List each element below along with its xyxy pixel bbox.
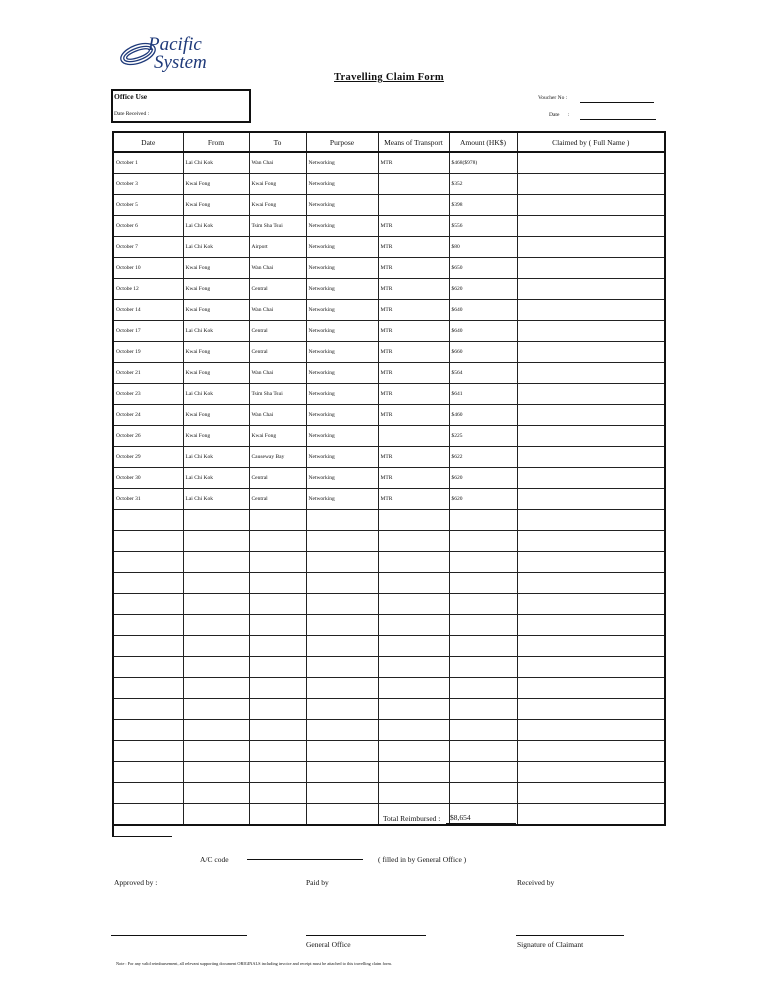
cell-claimed-by[interactable] <box>517 783 665 804</box>
cell-purpose[interactable] <box>306 699 378 720</box>
paid-by-label: Paid by <box>306 878 329 887</box>
cell-date[interactable] <box>113 657 183 678</box>
cell-transport[interactable]: MTR <box>378 152 449 174</box>
cell-to[interactable]: Central <box>249 279 306 300</box>
cell-to[interactable] <box>249 741 306 762</box>
cell-to[interactable] <box>249 657 306 678</box>
cell-purpose[interactable] <box>306 573 378 594</box>
cell-purpose[interactable] <box>306 762 378 783</box>
cell-transport[interactable]: MTR <box>378 216 449 237</box>
cell-amount[interactable] <box>449 657 517 678</box>
cell-transport[interactable] <box>378 699 449 720</box>
cell-to[interactable]: Central <box>249 489 306 510</box>
cell-from[interactable] <box>183 594 249 615</box>
table-row <box>113 552 665 573</box>
ac-code-note: ( filled in by General Office ) <box>378 855 467 864</box>
table-row <box>113 489 665 510</box>
cell-purpose[interactable] <box>306 720 378 741</box>
cell-to[interactable] <box>249 573 306 594</box>
cell-claimed-by[interactable] <box>517 510 665 531</box>
cell-from[interactable]: Kwai Fong <box>183 300 249 321</box>
cell-date[interactable]: October 3 <box>113 174 183 195</box>
cell-to[interactable]: Central <box>249 321 306 342</box>
cell-claimed-by[interactable] <box>517 279 665 300</box>
table-row <box>113 363 665 384</box>
cell-to[interactable]: Wan Chai <box>249 363 306 384</box>
cell-date[interactable]: October 1 <box>113 152 183 174</box>
cell-claimed-by[interactable] <box>517 531 665 552</box>
cell-to[interactable]: Central <box>249 342 306 363</box>
cell-date[interactable] <box>113 636 183 657</box>
cell-date[interactable] <box>113 678 183 699</box>
cell-amount[interactable] <box>449 720 517 741</box>
table-row <box>113 279 665 300</box>
cell-claimed-by[interactable] <box>517 720 665 741</box>
cell-transport[interactable] <box>378 783 449 804</box>
cell-date[interactable]: October 24 <box>113 405 183 426</box>
table-row <box>113 384 665 405</box>
cell-transport[interactable]: MTR <box>378 447 449 468</box>
cell-from[interactable]: Lai Chi Kok <box>183 489 249 510</box>
general-office-label: General Office <box>306 940 351 949</box>
cell-amount[interactable]: $620 <box>449 279 517 300</box>
cell-from[interactable] <box>183 657 249 678</box>
cell-transport[interactable] <box>378 195 449 216</box>
cell-transport[interactable] <box>378 594 449 615</box>
cell-amount[interactable]: $352 <box>449 174 517 195</box>
cell-purpose[interactable]: Networking <box>306 447 378 468</box>
cell-claimed-by[interactable] <box>517 342 665 363</box>
cell-date[interactable] <box>113 699 183 720</box>
table-row <box>113 741 665 762</box>
cell-date[interactable]: October 31 <box>113 489 183 510</box>
cell-to[interactable] <box>249 552 306 573</box>
cell-amount[interactable]: $80 <box>449 237 517 258</box>
cell-purpose[interactable]: Networking <box>306 152 378 174</box>
cell-date[interactable]: October 5 <box>113 195 183 216</box>
cell-to[interactable] <box>249 594 306 615</box>
cell-from[interactable] <box>183 510 249 531</box>
table-row <box>113 531 665 552</box>
table-row <box>113 720 665 741</box>
corner-mark <box>112 823 114 837</box>
cell-from[interactable]: Lai Chi Kok <box>183 216 249 237</box>
cell-to[interactable]: Tsim Sha Tsui <box>249 216 306 237</box>
cell-claimed-by[interactable] <box>517 405 665 426</box>
cell-transport[interactable] <box>378 615 449 636</box>
form-title: Travelling Claim Form <box>334 72 444 83</box>
total-underline <box>446 823 516 825</box>
cell-from[interactable] <box>183 699 249 720</box>
cell-amount[interactable]: $620 <box>449 489 517 510</box>
cell-transport[interactable] <box>378 762 449 783</box>
cell-date[interactable] <box>113 531 183 552</box>
cell-amount[interactable]: $225 <box>449 426 517 447</box>
table-row <box>113 405 665 426</box>
cell-from[interactable] <box>183 552 249 573</box>
cell-purpose[interactable]: Networking <box>306 489 378 510</box>
cell-amount[interactable] <box>449 636 517 657</box>
cell-purpose[interactable]: Networking <box>306 468 378 489</box>
cell-claimed-by[interactable] <box>517 174 665 195</box>
cell-to[interactable] <box>249 783 306 804</box>
cell-to[interactable]: Tsim Sha Tsui <box>249 384 306 405</box>
table-row <box>113 258 665 279</box>
cell-from[interactable] <box>183 636 249 657</box>
cell-from[interactable]: Kwai Fong <box>183 405 249 426</box>
cell-claimed-by[interactable] <box>517 741 665 762</box>
cell-from[interactable]: Lai Chi Kok <box>183 384 249 405</box>
cell-transport[interactable]: MTR <box>378 405 449 426</box>
table-row <box>113 762 665 783</box>
cell-purpose[interactable] <box>306 594 378 615</box>
cell-claimed-by[interactable] <box>517 678 665 699</box>
cell-to[interactable] <box>249 762 306 783</box>
cell-purpose[interactable]: Networking <box>306 321 378 342</box>
cell-date[interactable]: Octobe 12 <box>113 279 183 300</box>
cell-to[interactable]: Kwai Fong <box>249 174 306 195</box>
cell-claimed-by[interactable] <box>517 237 665 258</box>
signature-of-claimant-label: Signature of Claimant <box>517 940 584 949</box>
table-row <box>113 426 665 447</box>
approved-by-signature-line[interactable] <box>111 935 247 936</box>
cell-to[interactable]: Wan Chai <box>249 152 306 174</box>
cell-purpose[interactable]: Networking <box>306 342 378 363</box>
table-row <box>113 573 665 594</box>
header-amount: Amount (HK$) <box>449 132 517 152</box>
received-by-label: Received by <box>517 878 555 887</box>
cell-amount[interactable] <box>449 783 517 804</box>
cell-transport[interactable]: MTR <box>378 342 449 363</box>
cell-transport[interactable] <box>378 573 449 594</box>
voucher-no-label: Voucher No : <box>538 95 568 101</box>
cell-to[interactable] <box>249 510 306 531</box>
cell-transport[interactable]: MTR <box>378 279 449 300</box>
cell-to[interactable]: Wan Chai <box>249 405 306 426</box>
date-received-label: Date Received : <box>114 111 150 117</box>
cell-from[interactable]: Kwai Fong <box>183 363 249 384</box>
logo-line-2: System <box>154 52 207 73</box>
cell-transport[interactable] <box>378 657 449 678</box>
cell-from[interactable]: Lai Chi Kok <box>183 447 249 468</box>
cell-purpose[interactable] <box>306 657 378 678</box>
cell-from[interactable]: Lai Chi Kok <box>183 152 249 174</box>
cell-claimed-by[interactable] <box>517 699 665 720</box>
table-row <box>113 699 665 720</box>
cell-claimed-by[interactable] <box>517 384 665 405</box>
table-row <box>113 615 665 636</box>
cell-date[interactable]: October 14 <box>113 300 183 321</box>
cell-transport[interactable] <box>378 174 449 195</box>
ac-code-label: A/C code <box>200 855 229 864</box>
cell-amount[interactable]: $650 <box>449 258 517 279</box>
cell-amount[interactable] <box>449 741 517 762</box>
cell-transport[interactable] <box>378 741 449 762</box>
logo-wordmark <box>148 36 207 72</box>
cell-transport[interactable] <box>378 531 449 552</box>
cell-transport[interactable]: MTR <box>378 321 449 342</box>
cell-claimed-by[interactable] <box>517 615 665 636</box>
cell-to[interactable] <box>249 615 306 636</box>
voucher-date-label: Date : <box>549 112 570 118</box>
cell-transport[interactable]: MTR <box>378 384 449 405</box>
table-row <box>113 447 665 468</box>
table-row <box>113 174 665 195</box>
paid-by-signature-line[interactable] <box>306 935 426 936</box>
cell-claimed-by[interactable] <box>517 195 665 216</box>
cell-to[interactable] <box>249 531 306 552</box>
cell-claimed-by[interactable] <box>517 489 665 510</box>
cell-date[interactable] <box>113 804 183 826</box>
cell-date[interactable] <box>113 720 183 741</box>
voucher-no-field[interactable] <box>580 102 654 103</box>
claimant-signature-line[interactable] <box>516 935 624 936</box>
cell-claimed-by[interactable] <box>517 804 665 826</box>
cell-claimed-by[interactable] <box>517 258 665 279</box>
claims-table <box>112 131 666 826</box>
header-transport: Means of Transport <box>378 132 449 152</box>
cell-from[interactable] <box>183 573 249 594</box>
cell-from[interactable]: Kwai Fong <box>183 426 249 447</box>
ac-code-field[interactable] <box>247 859 363 860</box>
table-row <box>113 636 665 657</box>
cell-from[interactable]: Kwai Fong <box>183 342 249 363</box>
approved-by-label: Approved by : <box>114 878 158 887</box>
cell-purpose[interactable] <box>306 531 378 552</box>
cell-date[interactable]: October 26 <box>113 426 183 447</box>
cell-transport[interactable]: MTR <box>378 363 449 384</box>
footer-note: Note : For any valid reimbursement, all relevant supporting document ORIGINALS including invoice and receipt must be attached to this travelling claim form. <box>116 961 392 966</box>
cell-from[interactable]: Kwai Fong <box>183 258 249 279</box>
cell-transport[interactable] <box>378 720 449 741</box>
cell-amount[interactable] <box>449 699 517 720</box>
cell-amount[interactable] <box>449 594 517 615</box>
cell-amount[interactable] <box>449 678 517 699</box>
cell-purpose[interactable]: Networking <box>306 258 378 279</box>
cell-purpose[interactable] <box>306 636 378 657</box>
cell-date[interactable] <box>113 615 183 636</box>
cell-purpose[interactable]: Networking <box>306 426 378 447</box>
cell-claimed-by[interactable] <box>517 636 665 657</box>
table-row <box>113 783 665 804</box>
cell-date[interactable] <box>113 594 183 615</box>
table-row <box>113 300 665 321</box>
cell-transport[interactable] <box>378 510 449 531</box>
cell-from[interactable] <box>183 720 249 741</box>
cell-transport[interactable]: MTR <box>378 237 449 258</box>
cell-claimed-by[interactable] <box>517 447 665 468</box>
cell-to[interactable]: Airport <box>249 237 306 258</box>
cell-claimed-by[interactable] <box>517 468 665 489</box>
cell-from[interactable] <box>183 615 249 636</box>
logo-line-1: Pacific <box>148 34 202 55</box>
cell-date[interactable] <box>113 762 183 783</box>
cell-amount[interactable]: $556 <box>449 216 517 237</box>
cell-purpose[interactable]: Networking <box>306 405 378 426</box>
cell-purpose[interactable] <box>306 678 378 699</box>
table-row <box>113 468 665 489</box>
corner-mark-line <box>112 836 172 837</box>
cell-purpose[interactable] <box>306 615 378 636</box>
cell-amount[interactable] <box>449 762 517 783</box>
cell-purpose[interactable] <box>306 783 378 804</box>
cell-amount[interactable] <box>449 531 517 552</box>
cell-from[interactable]: Kwai Fong <box>183 279 249 300</box>
cell-claimed-by[interactable] <box>517 573 665 594</box>
cell-purpose[interactable]: Networking <box>306 195 378 216</box>
cell-date[interactable]: October 7 <box>113 237 183 258</box>
cell-from[interactable] <box>183 678 249 699</box>
cell-transport[interactable]: MTR <box>378 300 449 321</box>
claims-table-body <box>113 152 665 825</box>
cell-from[interactable]: Lai Chi Kok <box>183 237 249 258</box>
cell-purpose[interactable]: Networking <box>306 216 378 237</box>
cell-transport[interactable] <box>378 426 449 447</box>
voucher-date-field[interactable] <box>580 119 656 120</box>
cell-purpose[interactable]: Networking <box>306 237 378 258</box>
cell-date[interactable]: October 17 <box>113 321 183 342</box>
cell-transport[interactable]: MTR <box>378 258 449 279</box>
cell-purpose[interactable]: Networking <box>306 174 378 195</box>
cell-transport[interactable]: MTR <box>378 489 449 510</box>
cell-purpose[interactable]: Networking <box>306 384 378 405</box>
cell-to[interactable]: Kwai Fong <box>249 195 306 216</box>
cell-amount[interactable] <box>449 573 517 594</box>
cell-date[interactable]: October 23 <box>113 384 183 405</box>
cell-purpose[interactable] <box>306 510 378 531</box>
cell-from[interactable] <box>183 804 249 826</box>
cell-transport[interactable] <box>378 552 449 573</box>
cell-from[interactable] <box>183 741 249 762</box>
cell-purpose[interactable]: Networking <box>306 279 378 300</box>
table-row <box>113 195 665 216</box>
cell-to[interactable]: Causeway Bay <box>249 447 306 468</box>
cell-claimed-by[interactable] <box>517 363 665 384</box>
cell-amount[interactable]: $398 <box>449 195 517 216</box>
cell-from[interactable] <box>183 762 249 783</box>
cell-claimed-by[interactable] <box>517 657 665 678</box>
cell-to[interactable] <box>249 678 306 699</box>
cell-to[interactable] <box>249 636 306 657</box>
cell-to[interactable]: Wan Chai <box>249 258 306 279</box>
cell-date[interactable]: October 29 <box>113 447 183 468</box>
cell-amount[interactable]: $460 <box>449 405 517 426</box>
cell-amount[interactable]: $622 <box>449 447 517 468</box>
cell-from[interactable]: Lai Chi Kok <box>183 468 249 489</box>
table-row <box>113 678 665 699</box>
cell-claimed-by[interactable] <box>517 321 665 342</box>
table-row <box>113 152 665 174</box>
cell-amount[interactable]: $620 <box>449 468 517 489</box>
cell-from[interactable]: Kwai Fong <box>183 195 249 216</box>
cell-from[interactable] <box>183 783 249 804</box>
cell-claimed-by[interactable] <box>517 300 665 321</box>
cell-to[interactable] <box>249 699 306 720</box>
total-reimbursed-label: Total Reimbursed : <box>383 814 441 823</box>
cell-purpose[interactable]: Networking <box>306 300 378 321</box>
cell-amount[interactable] <box>449 615 517 636</box>
cell-transport[interactable] <box>378 636 449 657</box>
cell-from[interactable]: Lai Chi Kok <box>183 321 249 342</box>
cell-to[interactable] <box>249 720 306 741</box>
header-from: From <box>183 132 249 152</box>
cell-date[interactable] <box>113 510 183 531</box>
cell-date[interactable]: October 6 <box>113 216 183 237</box>
cell-purpose[interactable] <box>306 741 378 762</box>
cell-transport[interactable]: MTR <box>378 468 449 489</box>
office-use-title: Office Use <box>114 92 148 101</box>
cell-date[interactable] <box>113 783 183 804</box>
cell-claimed-by[interactable] <box>517 762 665 783</box>
table-row <box>113 342 665 363</box>
cell-date[interactable]: October 19 <box>113 342 183 363</box>
cell-to[interactable]: Central <box>249 468 306 489</box>
cell-transport[interactable] <box>378 678 449 699</box>
cell-amount[interactable]: $640 <box>449 300 517 321</box>
cell-amount[interactable]: $640 <box>449 321 517 342</box>
cell-claimed-by[interactable] <box>517 552 665 573</box>
cell-date[interactable] <box>113 573 183 594</box>
cell-to[interactable] <box>249 804 306 826</box>
cell-claimed-by[interactable] <box>517 426 665 447</box>
cell-claimed-by[interactable] <box>517 152 665 174</box>
cell-amount[interactable] <box>449 552 517 573</box>
cell-to[interactable]: Kwai Fong <box>249 426 306 447</box>
header-to: To <box>249 132 306 152</box>
cell-amount[interactable] <box>449 510 517 531</box>
table-row <box>113 657 665 678</box>
cell-claimed-by[interactable] <box>517 216 665 237</box>
cell-amount[interactable]: $564 <box>449 363 517 384</box>
header-date: Date <box>113 132 183 152</box>
table-row <box>113 510 665 531</box>
cell-purpose[interactable]: Networking <box>306 363 378 384</box>
cell-to[interactable]: Wan Chai <box>249 300 306 321</box>
header-purpose: Purpose <box>306 132 378 152</box>
cell-amount[interactable]: $641 <box>449 384 517 405</box>
total-reimbursed-value: $8,654 <box>450 813 471 822</box>
cell-date[interactable] <box>113 552 183 573</box>
cell-from[interactable]: Kwai Fong <box>183 174 249 195</box>
table-row <box>113 321 665 342</box>
table-row <box>113 237 665 258</box>
cell-amount[interactable]: $468($978) <box>449 152 517 174</box>
cell-purpose[interactable] <box>306 552 378 573</box>
table-row <box>113 594 665 615</box>
cell-date[interactable]: October 10 <box>113 258 183 279</box>
cell-date[interactable]: October 21 <box>113 363 183 384</box>
cell-purpose[interactable] <box>306 804 378 826</box>
cell-date[interactable]: October 30 <box>113 468 183 489</box>
cell-date[interactable] <box>113 741 183 762</box>
table-header-row <box>113 132 665 152</box>
table-row <box>113 216 665 237</box>
header-claimed-by: Claimed by ( Full Name ) <box>517 132 665 152</box>
cell-claimed-by[interactable] <box>517 594 665 615</box>
cell-from[interactable] <box>183 531 249 552</box>
cell-amount[interactable]: $660 <box>449 342 517 363</box>
